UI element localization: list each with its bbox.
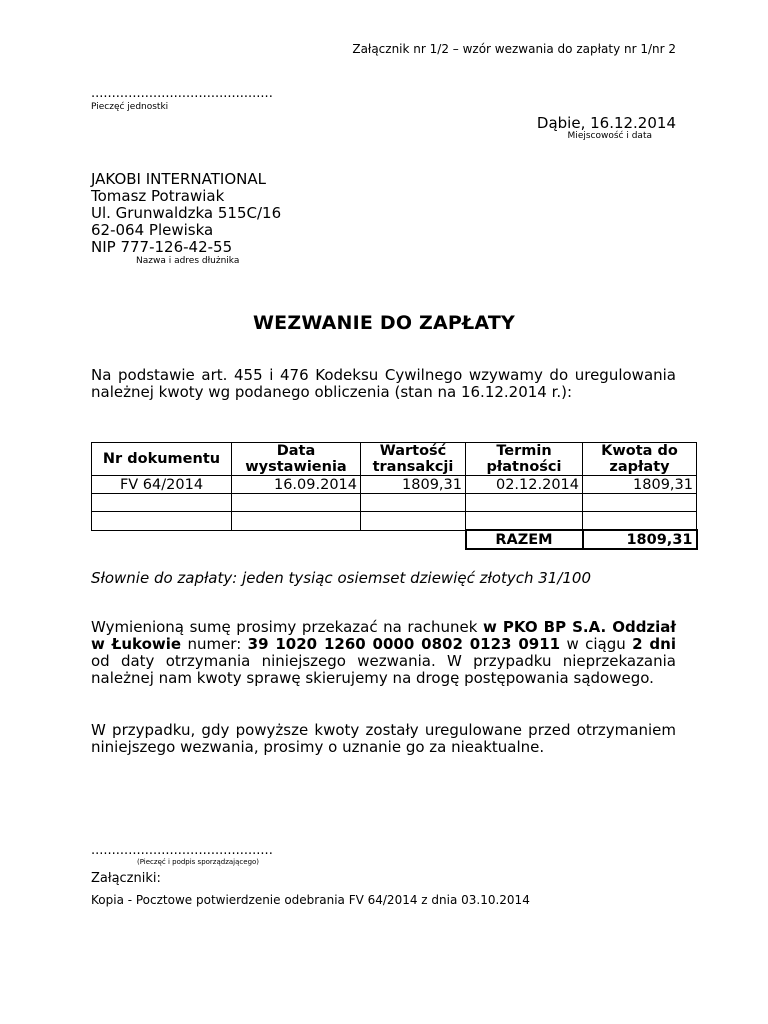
signature-dotted-line: ............................................: [91, 843, 273, 858]
table-empty-cell: [232, 530, 361, 549]
table-cell: [92, 494, 232, 512]
place-date: Dąbie, 16.12.2014: [536, 114, 676, 132]
attachments-heading: Załączniki:: [91, 871, 161, 886]
bank-name: w PKO BP S.A. Oddział w Łukowie: [91, 618, 676, 653]
table-header: Termin płatności: [466, 443, 583, 476]
debtor-line: JAKOBI INTERNATIONAL: [91, 170, 266, 188]
table-header: Kwota do zapłaty: [583, 443, 697, 476]
debtor-line: Tomasz Potrawiak: [91, 187, 225, 205]
table-header: Nr dokumentu: [92, 443, 232, 476]
table-cell: [583, 494, 697, 512]
table-empty-cell: [92, 530, 232, 549]
table-cell: 1809,31: [583, 476, 697, 494]
table-row: [92, 476, 697, 494]
table-row: [92, 512, 697, 531]
payment-deadline: 2 dni: [632, 635, 676, 653]
table-cell: [232, 512, 361, 531]
table-cell: [361, 494, 466, 512]
debtor-line: NIP 777-126-42-55: [91, 238, 233, 256]
table-cell: 02.12.2014: [466, 476, 583, 494]
calculation-table: [91, 442, 698, 550]
amount-in-words: Słownie do zapłaty: jeden tysiąc osiemset dziewięć złotych 31/100: [91, 569, 592, 587]
account-number: 39 1020 1260 0000 0802 0123 0911: [247, 635, 561, 653]
seal-dotted-line: ............................................: [91, 86, 273, 101]
table-header-row: [92, 443, 697, 476]
seal-caption: Pieczęć jednostki: [91, 102, 169, 112]
note-paragraph: W przypadku, gdy powyższe kwoty zostały uregulowane przed otrzymaniem niniejszego wezwania, prosimy o uznanie go za nieaktualne.: [91, 721, 676, 756]
total-label: RAZEM: [466, 530, 583, 549]
debtor-address: [91, 171, 281, 256]
intro-paragraph: Na podstawie art. 455 i 476 Kodeksu Cywilnego wzywamy do uregulowania należnej kwoty wg podanego obliczenia (stan na 16.12.2014 r.):: [91, 366, 676, 401]
payment-text: Wymienioną sumę prosimy przekazać na rachunek: [91, 618, 484, 636]
total-value: 1809,31: [583, 530, 697, 549]
table-cell: [92, 512, 232, 531]
annex-reference: Załącznik nr 1/2 – wzór wezwania do zapłaty nr 1/nr 2: [352, 42, 676, 56]
signature-caption: (Pieczęć i podpis sporządzającego): [137, 858, 260, 866]
table-cell: [466, 494, 583, 512]
table-cell: [232, 494, 361, 512]
table-header: Data wystawienia: [232, 443, 361, 476]
payment-text: w ciągu: [560, 635, 633, 653]
table-cell: 1809,31: [361, 476, 466, 494]
table-row: [92, 494, 697, 512]
table-cell: [361, 512, 466, 531]
table-total-row: [92, 530, 697, 549]
table-cell: 16.09.2014: [232, 476, 361, 494]
table-cell: [466, 512, 583, 531]
table-header: Wartość transakcji: [361, 443, 466, 476]
debtor-caption: Nazwa i adres dłużnika: [136, 256, 240, 266]
place-date-caption: Miejscowość i data: [567, 131, 652, 141]
attachment-item: Kopia - Pocztowe potwierdzenie odebrania FV 64/2014 z dnia 03.10.2014: [91, 893, 530, 907]
table-empty-cell: [361, 530, 466, 549]
document-title: WEZWANIE DO ZAPŁATY: [253, 312, 515, 334]
debtor-line: Ul. Grunwaldzka 515C/16: [91, 204, 282, 222]
payment-text: od daty otrzymania niniejszego wezwania. W przypadku nieprzekazania należnej nam kwoty sprawę skierujemy na drogę postępowania sądowego.: [91, 652, 676, 687]
payment-text: numer:: [181, 635, 248, 653]
table-cell: [583, 512, 697, 531]
debtor-line: 62-064 Plewiska: [91, 221, 214, 239]
payment-paragraph: [91, 619, 676, 687]
table-cell: FV 64/2014: [92, 476, 232, 494]
